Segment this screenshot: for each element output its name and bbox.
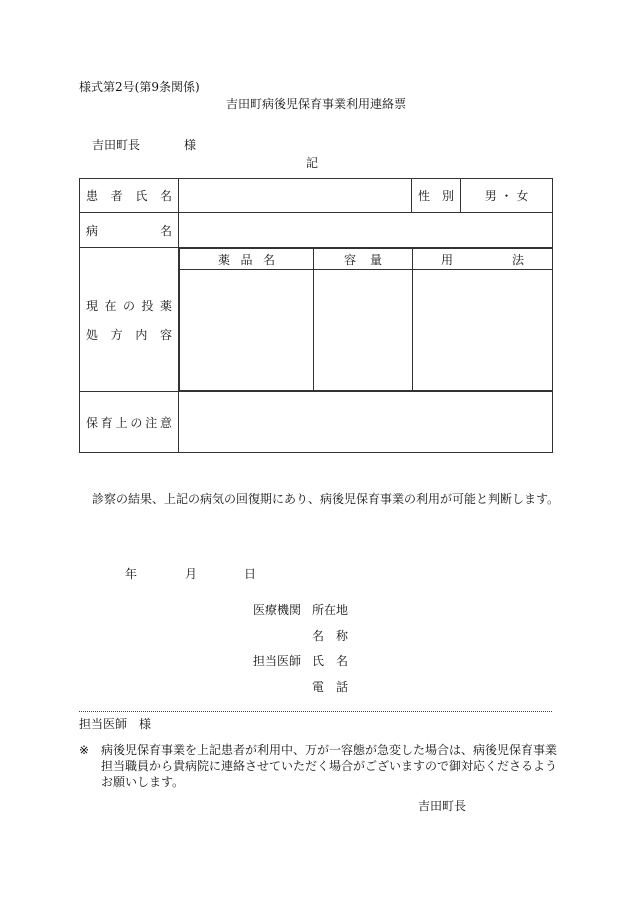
prescription-label-cell: 現 在 の 投 薬 処 方 内 容 [80,248,179,392]
phone-label: 電 話 [312,680,349,694]
dose-field[interactable] [314,270,413,391]
usage-field[interactable] [413,270,553,391]
addressee-honorific: 様 [184,138,197,152]
referral-table [79,178,553,453]
diagnosis-statement: 診察の結果、上記の病気の回復期にあり、病後児保育事業の利用が可能と判断します。 [92,492,560,506]
form-title: 吉田町病後児保育事業利用連絡票 [226,97,407,111]
care-notes-field[interactable] [179,392,553,453]
institution-name-label: 名 称 [312,629,349,643]
address-label: 所在地 [312,603,349,617]
disease-name-field[interactable] [179,213,553,248]
care-label-cell: 保 育 上 の 注 意 [80,392,179,453]
sex-options[interactable]: 男 ・ 女 [461,179,553,213]
addressee: 吉田町長 [92,138,141,152]
dose-header: 容 量 [314,249,413,270]
patient-name-field[interactable] [179,179,412,213]
note-mark: ※ [79,743,90,757]
date-year: 年 [125,567,138,581]
date-month: 月 [185,567,198,581]
doctor-name-label: 氏 名 [312,654,349,668]
signature: 吉田町長 [418,799,467,813]
usage-header: 用 法 [413,249,553,270]
prescription-inner-table [179,248,553,391]
ki-heading: 記 [306,156,319,170]
date-day: 日 [244,567,257,581]
institution-label: 医療機関 [253,603,302,617]
prescription-area [179,248,553,392]
note-block [79,742,557,790]
sex-label-cell: 性 別 [412,179,461,213]
note-text: 病後児保育事業を上記患者が利用中、万が一容態が急変した場合は、病後児保育事業担当職員から貴病院に連絡させていただく場合がございますので御対応くださるようお願いします。 [101,743,558,789]
dotted-divider [79,711,552,712]
form-number: 様式第2号(第9条関係) [79,80,200,94]
doctor-label: 担当医師 [253,654,302,668]
drug-name-header: 薬 品 名 [180,249,314,270]
drug-name-field[interactable] [180,270,314,391]
disease-label-cell: 病 名 [80,213,179,248]
doctor-addressee: 担当医師 様 [79,717,152,731]
patient-name-label-cell: 患 者 氏 名 [80,179,179,213]
